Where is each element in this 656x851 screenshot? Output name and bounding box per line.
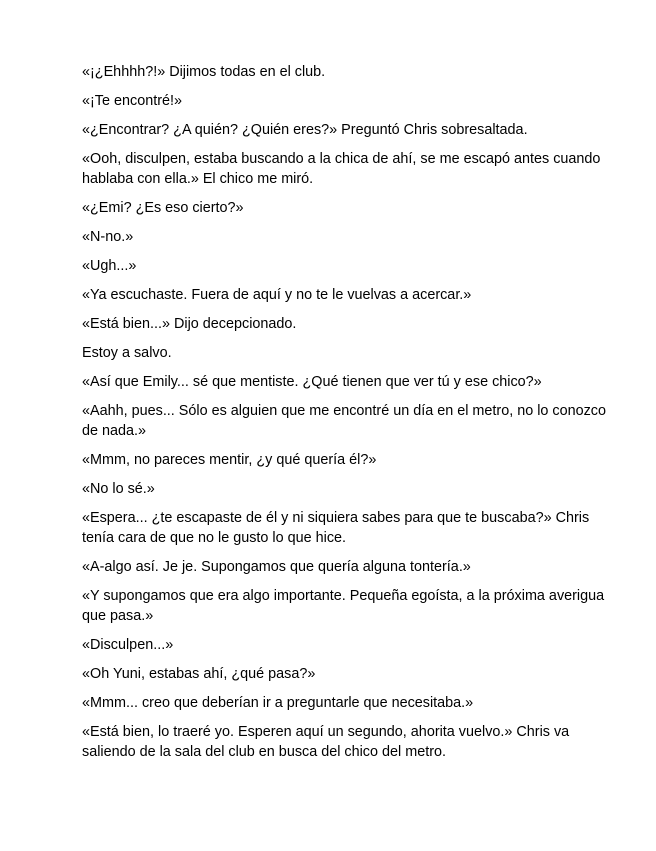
paragraph: «N-no.» — [82, 229, 134, 245]
paragraph: «Así que Emily... sé que mentiste. ¿Qué tienen que ver tú y ese chico?» — [82, 374, 542, 390]
paragraph: «Mmm, no pareces mentir, ¿y qué quería él?» — [82, 452, 377, 468]
paragraph: «No lo sé.» — [82, 481, 155, 497]
paragraph: «Mmm... creo que deberían ir a preguntarle que necesitaba.» — [82, 695, 474, 711]
paragraph: «Ya escuchaste. Fuera de aquí y no te le vuelvas a acercar.» — [82, 287, 472, 303]
paragraph: «Oh Yuni, estabas ahí, ¿qué pasa?» — [82, 666, 316, 682]
paragraph: «¿Emi? ¿Es eso cierto?» — [82, 200, 244, 216]
paragraph: «Ugh...» — [82, 258, 137, 274]
paragraph: «Disculpen...» — [82, 637, 174, 653]
paragraph: «Y supongamos que era algo importante. Pequeña egoísta, a la próxima averigua que pasa.» — [82, 588, 605, 624]
document-body — [82, 62, 622, 771]
paragraph: «Está bien, lo traeré yo. Esperen aquí un segundo, ahorita vuelvo.» Chris va saliendo de la sala del club en busca del chico del metro. — [82, 724, 570, 760]
paragraph: «Está bien...» Dijo decepcionado. — [82, 316, 297, 332]
paragraph: «Espera... ¿te escapaste de él y ni siquiera sabes para que te buscaba?» Chris tenía cara de que no le gusto lo que hice. — [82, 510, 590, 546]
paragraph: «¡¿Ehhhh?!» Dijimos todas en el club. — [82, 64, 326, 80]
paragraph: «A-algo así. Je je. Supongamos que quería alguna tontería.» — [82, 559, 471, 575]
paragraph: «¡Te encontré!» — [82, 93, 182, 109]
paragraph: «Ooh, disculpen, estaba buscando a la chica de ahí, se me escapó antes cuando hablaba con ella.» El chico me miró. — [82, 151, 601, 187]
paragraph: «Aahh, pues... Sólo es alguien que me encontré un día en el metro, no lo conozco de nada.» — [82, 403, 607, 439]
paragraph: «¿Encontrar? ¿A quién? ¿Quién eres?» Preguntó Chris sobresaltada. — [82, 122, 528, 138]
paragraph: Estoy a salvo. — [82, 345, 172, 361]
